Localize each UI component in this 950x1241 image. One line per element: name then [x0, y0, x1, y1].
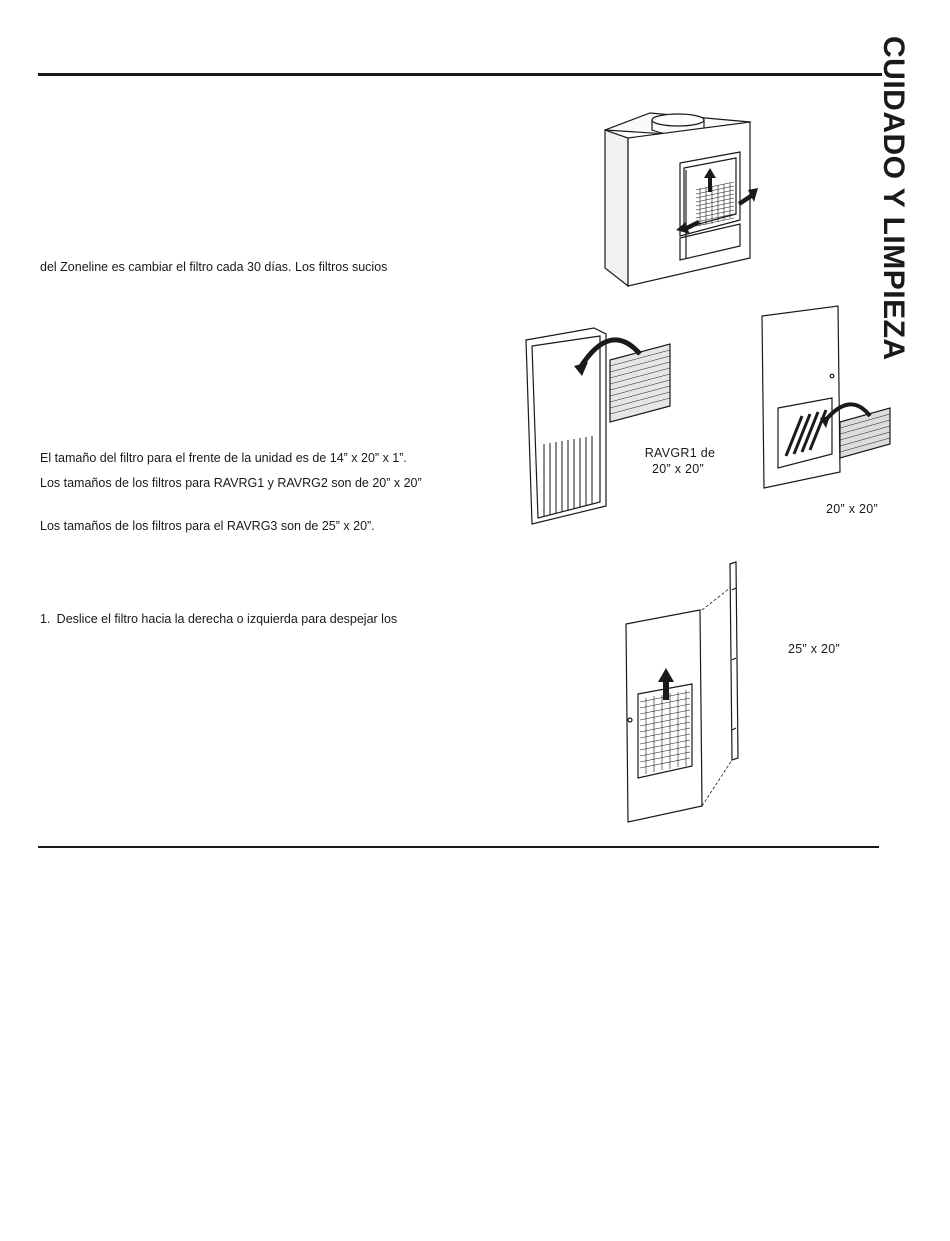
filter-size-front: El tamaño del filtro para el frente de la unidad es de 14” x 20” x 1”. [40, 451, 407, 465]
ravgr1-grille-illustration [524, 326, 704, 526]
filter-size-ravrg3: Los tamaños de los filtros para el RAVRG3 son de 25” x 20”. [40, 519, 375, 533]
step-1-text: 1. Deslice el filtro hacia la derecha o izquierda para despejar los [40, 612, 398, 626]
zoneline-unit-illustration [600, 108, 760, 290]
top-rule [38, 73, 882, 76]
ravgr1-caption-line2: 20” x 20” [651, 462, 705, 476]
bottom-rule [38, 846, 879, 848]
ravgr2-grille-illustration [760, 304, 894, 490]
ravgr3-grille-illustration [620, 560, 750, 824]
section-side-title: CUIDADO Y LIMPIEZA [877, 36, 910, 361]
ravgr1-caption-line1: RAVGR1 de [644, 446, 716, 460]
zoneline-text: del Zoneline es cambiar el filtro cada 30 días. Los filtros sucios [40, 260, 388, 274]
filter-size-ravrg1-ravrg2: Los tamaños de los filtros para RAVRG1 y RAVRG2 son de 20” x 20” [40, 476, 422, 490]
ravgr2-caption: 20” x 20” [825, 502, 879, 516]
ravgr3-caption: 25” x 20” [787, 642, 841, 656]
